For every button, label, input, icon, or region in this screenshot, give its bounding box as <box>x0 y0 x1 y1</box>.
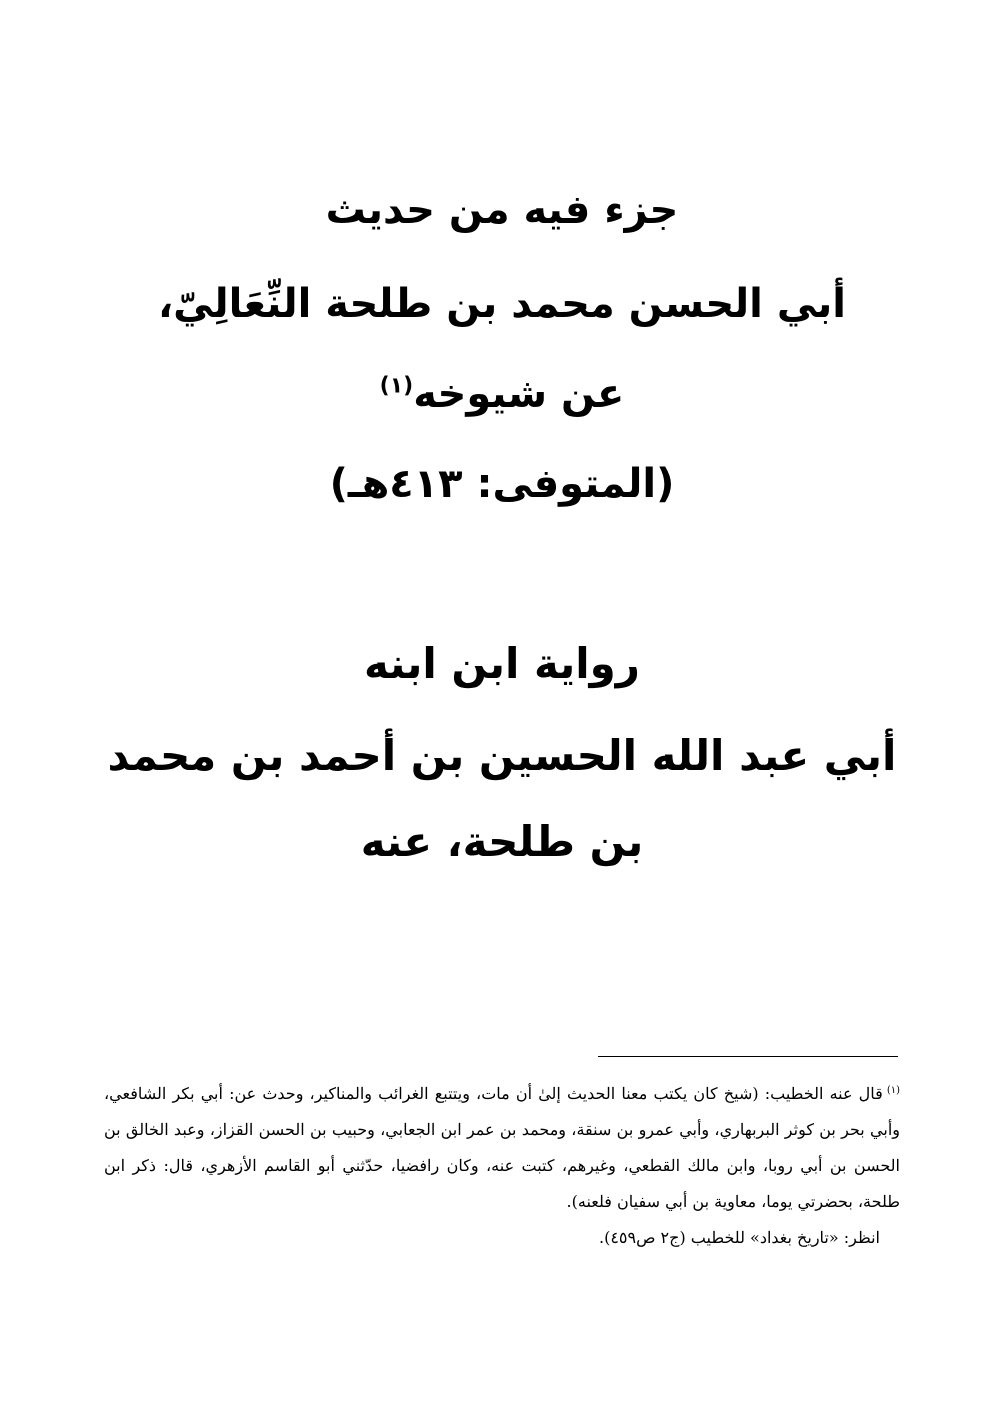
footnote-reference-marker[interactable]: (١) <box>379 373 414 399</box>
title-line-3-text: عن شيوخه <box>413 371 625 417</box>
narration-line-2: أبي عبد الله الحسين بن أحمد بن محمد <box>107 731 897 780</box>
footnote-number: (١) <box>886 1084 900 1096</box>
footnote-reference: انظر: «تاريخ بغداد» للخطيب (ج٢ ص٤٥٩). <box>598 1228 880 1247</box>
title-line-2: أبي الحسن محمد بن طلحة النِّعَالِيّ، <box>157 281 847 327</box>
footnote-divider <box>598 1056 898 1057</box>
narration-line-1: رواية ابن ابنه <box>364 639 640 688</box>
title-line-1: جزء فيه من حديث <box>325 187 679 233</box>
footnote-text: قال عنه الخطيب: (شيخ كان يكتب معنا الحديث إلىٰ أن مات، ويتتبع الغرائب والمناكير، وحدث عن: أبي بكر الشافعي، وأبي بحر بن كوثر البربهاري، وأبي عمرو بن سنقة، ومحمد بن عمر ابن الجعابي، وحبيب بن الحسن القزاز، وعبد الخالق بن الحسن بن أبي روبا، وابن مالك القطعي، وغيرهم، كتبت عنه، وكان رافضيا، حدّثني أبو القاسم الأزهري، قال: ذكر ابن طلحة، بحضرتي يوما، معاوية بن أبي سفيان فلعنه). <box>104 1084 901 1211</box>
death-date-line: (المتوفى: ٤١٣هـ) <box>329 461 675 507</box>
footnote-body <box>104 1076 900 1220</box>
footnote <box>104 1076 900 1256</box>
narration-line-3: بن طلحة، عنه <box>360 817 644 866</box>
title-line-3 <box>0 366 1004 422</box>
